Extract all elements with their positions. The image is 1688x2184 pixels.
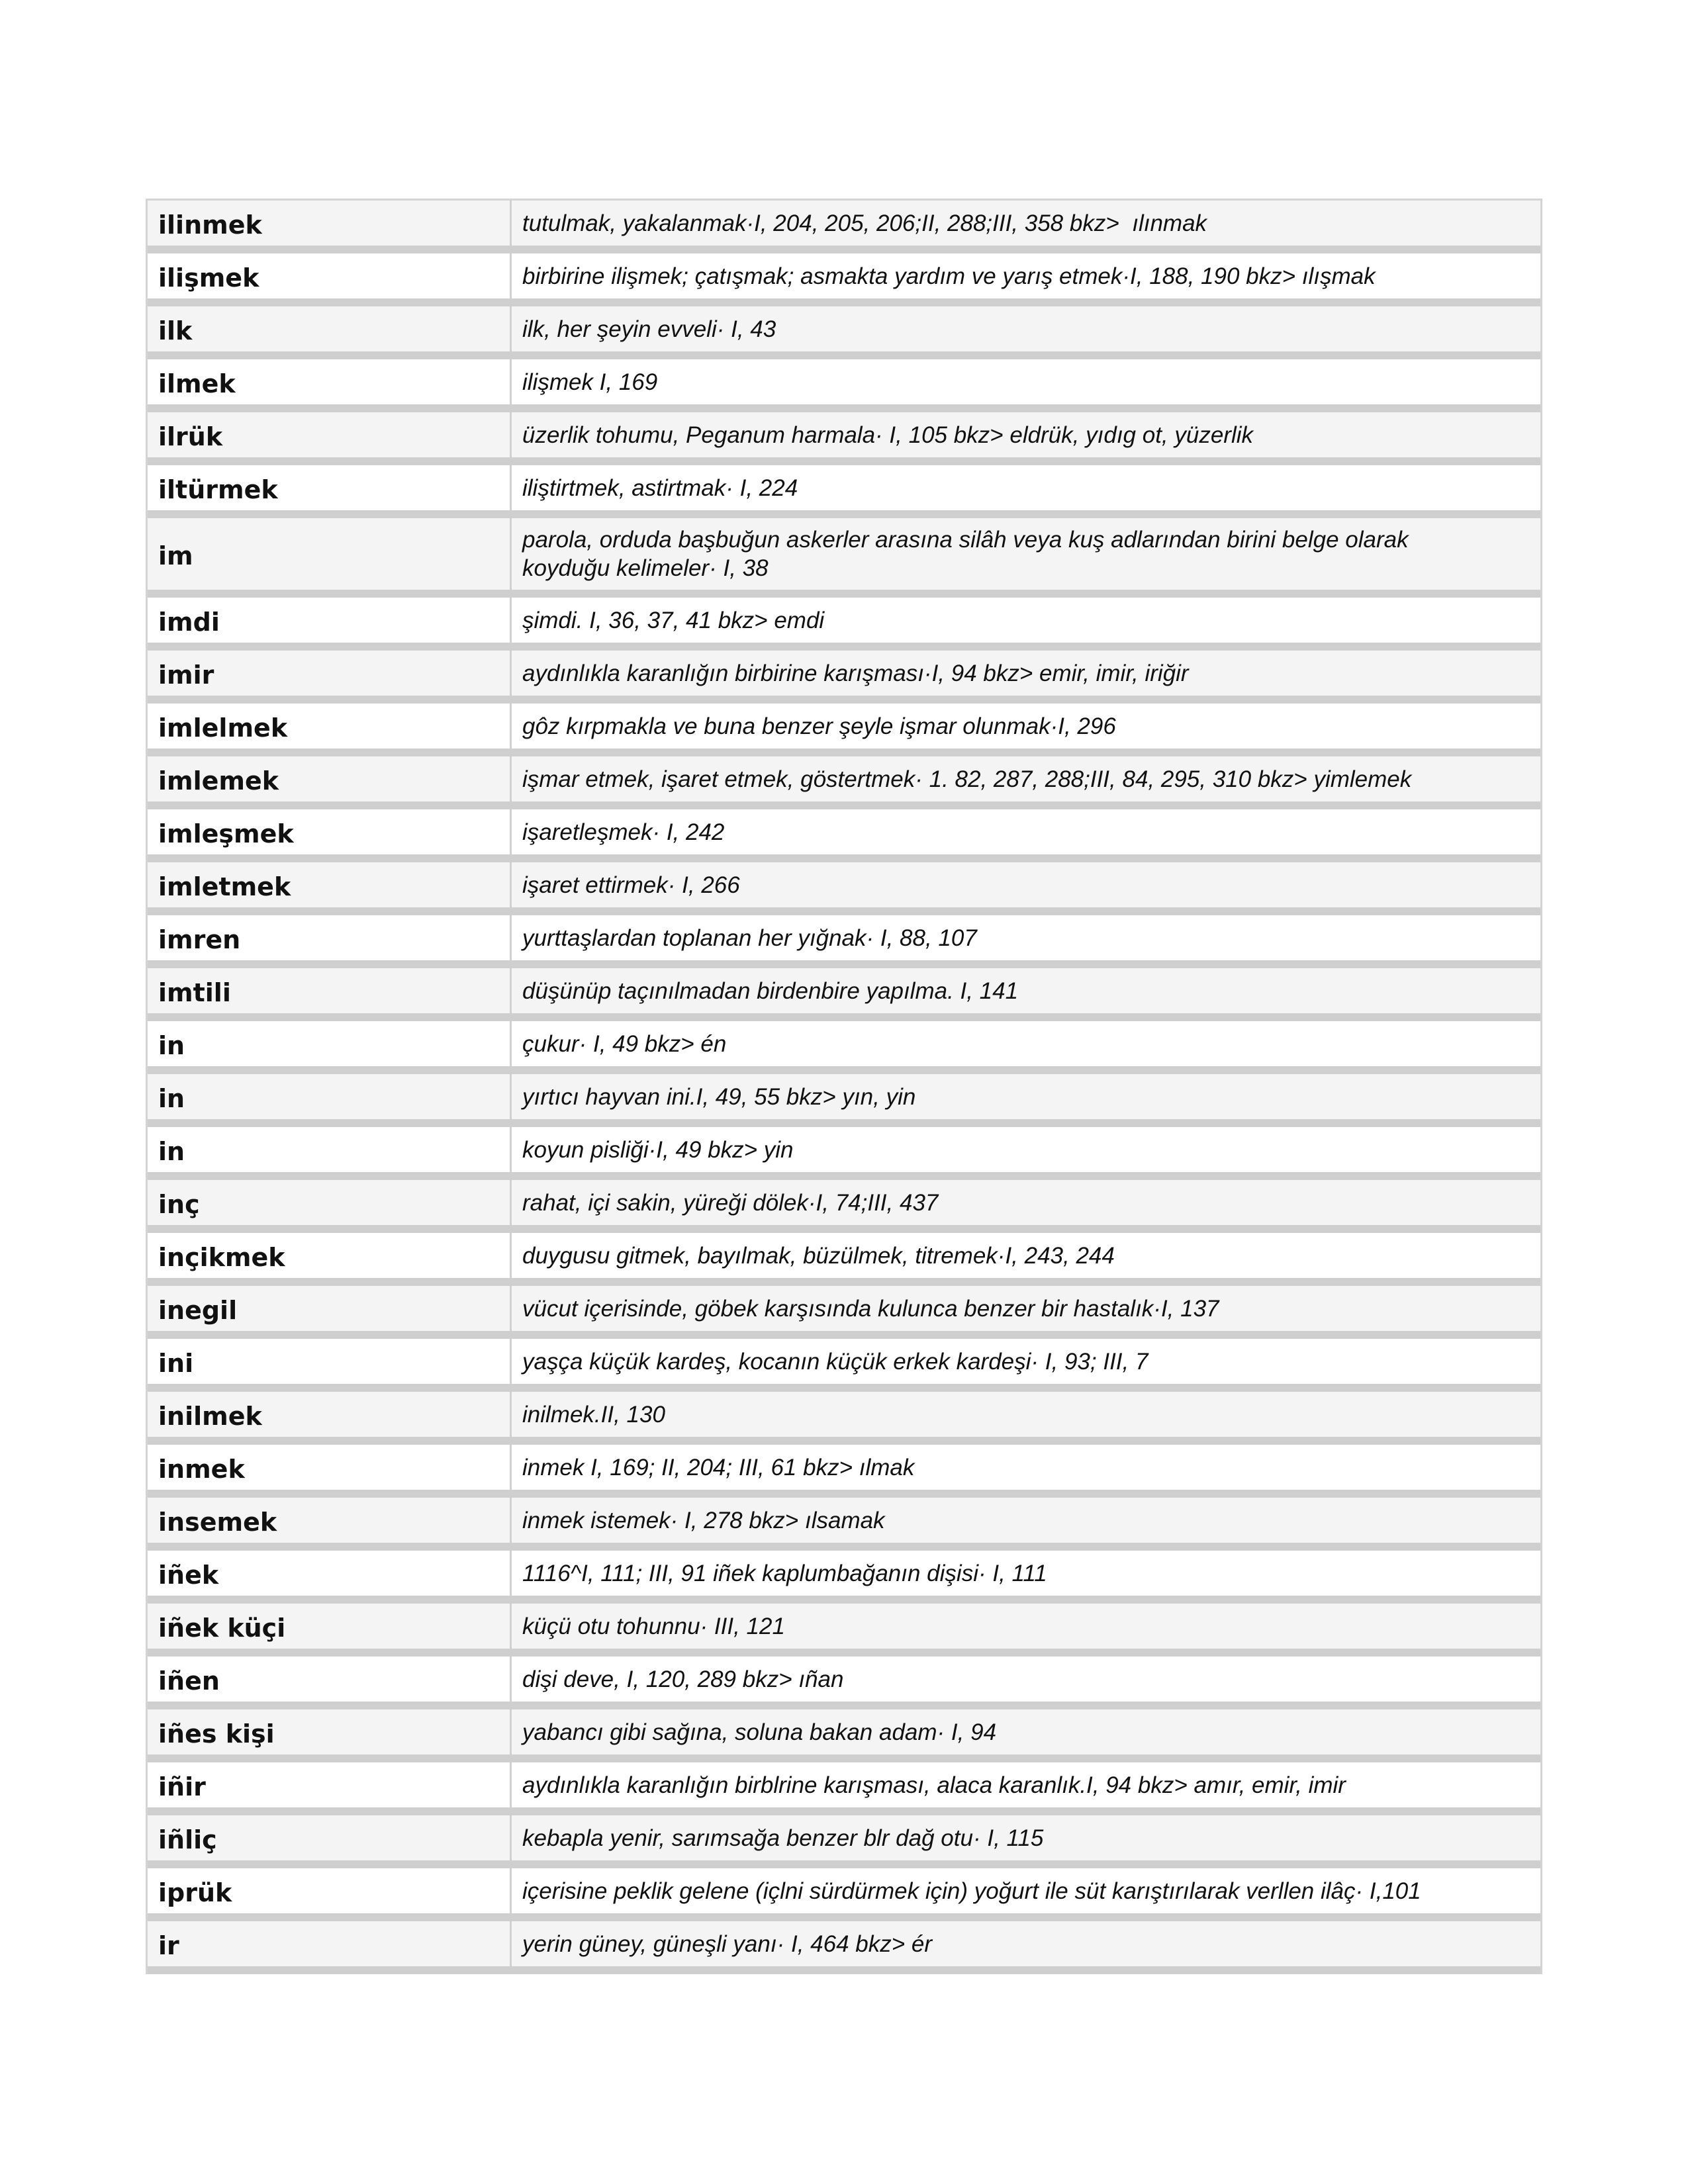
- entry-term: iñes kişi: [148, 1709, 512, 1754]
- glossary-table: [146, 199, 1542, 1974]
- entry-definition: inilmek.II, 130: [522, 1401, 665, 1428]
- entry-term: ini: [148, 1339, 512, 1384]
- entry-definition: duygusu gitmek, bayılmak, büzülmek, titremek·I, 243, 244: [522, 1242, 1115, 1269]
- table-row: [148, 862, 1540, 915]
- entry-term: imleşmek: [148, 809, 512, 854]
- entry-definition: vücut içerisinde, göbek karşısında kulunca benzer bir hastalık·I, 137: [522, 1295, 1219, 1322]
- entry-term: im: [148, 518, 512, 590]
- table-row: [148, 1709, 1540, 1762]
- table-row: [148, 1815, 1540, 1868]
- table-row: [148, 1445, 1540, 1498]
- entry-definition: dişi deve, I, 120, 289 bkz> ıñan: [522, 1666, 844, 1692]
- entry-term: imren: [148, 915, 512, 960]
- table-row: [148, 1074, 1540, 1127]
- table-row: [148, 1498, 1540, 1551]
- entry-term: imlemek: [148, 756, 512, 801]
- entry-definition: içerisine peklik gelene (içlni sürdürmek için) yoğurt ile süt karıştırılarak verllen ilâç· I,101: [522, 1878, 1421, 1904]
- table-row: [148, 1604, 1540, 1657]
- entry-term: ilişmek: [148, 253, 512, 298]
- entry-term: inç: [148, 1180, 512, 1225]
- entry-definition: yerin güney, güneşli yanı· I, 464 bkz> ér: [522, 1931, 933, 1957]
- entry-term: iñek küçi: [148, 1604, 512, 1649]
- table-row: [148, 1180, 1540, 1233]
- entry-term: ilrük: [148, 412, 512, 457]
- entry-term: iñek: [148, 1551, 512, 1596]
- table-row: [148, 306, 1540, 359]
- entry-definition: inmek istemek· I, 278 bkz> ılsamak: [522, 1507, 885, 1533]
- table-row: [148, 518, 1540, 598]
- entry-definition: aydınlıkla karanlığın birblrine karışması, alaca karanlık.I, 94 bkz> amır, emir, imir: [522, 1772, 1346, 1798]
- entry-definition: ilk, her şeyin evveli· I, 43: [522, 316, 776, 342]
- entry-term: ir: [148, 1921, 512, 1966]
- entry-term: imdi: [148, 598, 512, 643]
- table-row: [148, 201, 1540, 253]
- entry-term: iltürmek: [148, 465, 512, 510]
- entry-term: in: [148, 1127, 512, 1172]
- entry-definition: yurttaşlardan toplanan her yığnak· I, 88, 107: [522, 925, 977, 951]
- entry-term: iprük: [148, 1868, 512, 1913]
- entry-definition: yabancı gibi sağına, soluna bakan adam· I, 94: [522, 1719, 997, 1745]
- table-row: [148, 465, 1540, 518]
- entry-term: iñir: [148, 1762, 512, 1807]
- table-row: [148, 1657, 1540, 1709]
- entry-definition: çukur· I, 49 bkz> én: [522, 1030, 727, 1057]
- table-row: [148, 1127, 1540, 1180]
- table-row: [148, 1921, 1540, 1974]
- entry-definition: yırtıcı hayvan ini.I, 49, 55 bkz> yın, yin: [522, 1083, 916, 1110]
- entry-definition: ilişmek I, 169: [522, 369, 658, 395]
- entry-term: inmek: [148, 1445, 512, 1490]
- entry-term: iñen: [148, 1657, 512, 1702]
- table-row: [148, 1762, 1540, 1815]
- entry-term: imlelmek: [148, 704, 512, 749]
- table-row: [148, 756, 1540, 809]
- entry-definition: tutulmak, yakalanmak·I, 204, 205, 206;II, 288;III, 358 bkz> ılınmak: [522, 210, 1207, 236]
- entry-definition: parola, orduda başbuğun askerler arasına silâh veya kuş adlarından birini belge olarak koyduğu kelimeler· I, 38: [522, 527, 1409, 581]
- table-row: [148, 1551, 1540, 1604]
- table-row: [148, 598, 1540, 651]
- table-row: [148, 968, 1540, 1021]
- entry-term: inilmek: [148, 1392, 512, 1437]
- entry-definition: gôz kırpmakla ve buna benzer şeyle işmar olunmak·I, 296: [522, 713, 1116, 739]
- table-row: [148, 1392, 1540, 1445]
- entry-definition: işaretleşmek· I, 242: [522, 819, 725, 845]
- entry-term: insemek: [148, 1498, 512, 1543]
- entry-definition: işmar etmek, işaret etmek, göstertmek· 1. 82, 287, 288;III, 84, 295, 310 bkz> yimlemek: [522, 766, 1412, 792]
- entry-term: imtili: [148, 968, 512, 1013]
- table-row: [148, 253, 1540, 306]
- entry-definition: rahat, içi sakin, yüreği dölek·I, 74;III, 437: [522, 1189, 939, 1216]
- entry-term: inegil: [148, 1286, 512, 1331]
- entry-definition: şimdi. I, 36, 37, 41 bkz> emdi: [522, 607, 825, 633]
- entry-definition: aydınlıkla karanlığın birbirine karışması·I, 94 bkz> emir, imir, iriğir: [522, 660, 1189, 686]
- table-row: [148, 651, 1540, 704]
- entry-term: imir: [148, 651, 512, 696]
- table-row: [148, 412, 1540, 465]
- entry-definition: kebapla yenir, sarımsağa benzer blr dağ otu· I, 115: [522, 1825, 1044, 1851]
- table-row: [148, 915, 1540, 968]
- table-row: [148, 359, 1540, 412]
- table-row: [148, 809, 1540, 862]
- table-row: [148, 1286, 1540, 1339]
- entry-term: ilinmek: [148, 201, 512, 246]
- entry-term: ilmek: [148, 359, 512, 404]
- table-row: [148, 1233, 1540, 1286]
- entry-term: in: [148, 1021, 512, 1066]
- entry-definition: düşünüp taçınılmadan birdenbire yapılma. I, 141: [522, 978, 1019, 1004]
- table-row: [148, 1021, 1540, 1074]
- entry-definition: işaret ettirmek· I, 266: [522, 872, 740, 898]
- entry-term: ilk: [148, 306, 512, 351]
- entry-term: iñliç: [148, 1815, 512, 1860]
- entry-term: imletmek: [148, 862, 512, 907]
- entry-term: in: [148, 1074, 512, 1119]
- entry-definition: inmek I, 169; II, 204; III, 61 bkz> ılmak: [522, 1454, 915, 1480]
- entry-definition: küçü otu tohunnu· III, 121: [522, 1613, 785, 1639]
- table-row: [148, 1868, 1540, 1921]
- entry-definition: üzerlik tohumu, Peganum harmala· I, 105 bkz> eldrük, yıdıg ot, yüzerlik: [522, 422, 1254, 448]
- entry-definition: birbirine ilişmek; çatışmak; asmakta yardım ve yarış etmek·I, 188, 190 bkz> ılışmak: [522, 263, 1376, 289]
- entry-definition: iliştirtmek, astirtmak· I, 224: [522, 475, 798, 501]
- table-row: [148, 1339, 1540, 1392]
- table-row: [148, 704, 1540, 756]
- entry-definition: yaşça küçük kardeş, kocanın küçük erkek kardeşi· I, 93; III, 7: [522, 1348, 1149, 1375]
- entry-definition: 1116^I, 111; III, 91 iñek kaplumbağanın dişisi· I, 111: [522, 1560, 1047, 1586]
- entry-term: inçikmek: [148, 1233, 512, 1278]
- entry-definition: koyun pisliği·I, 49 bkz> yin: [522, 1136, 794, 1163]
